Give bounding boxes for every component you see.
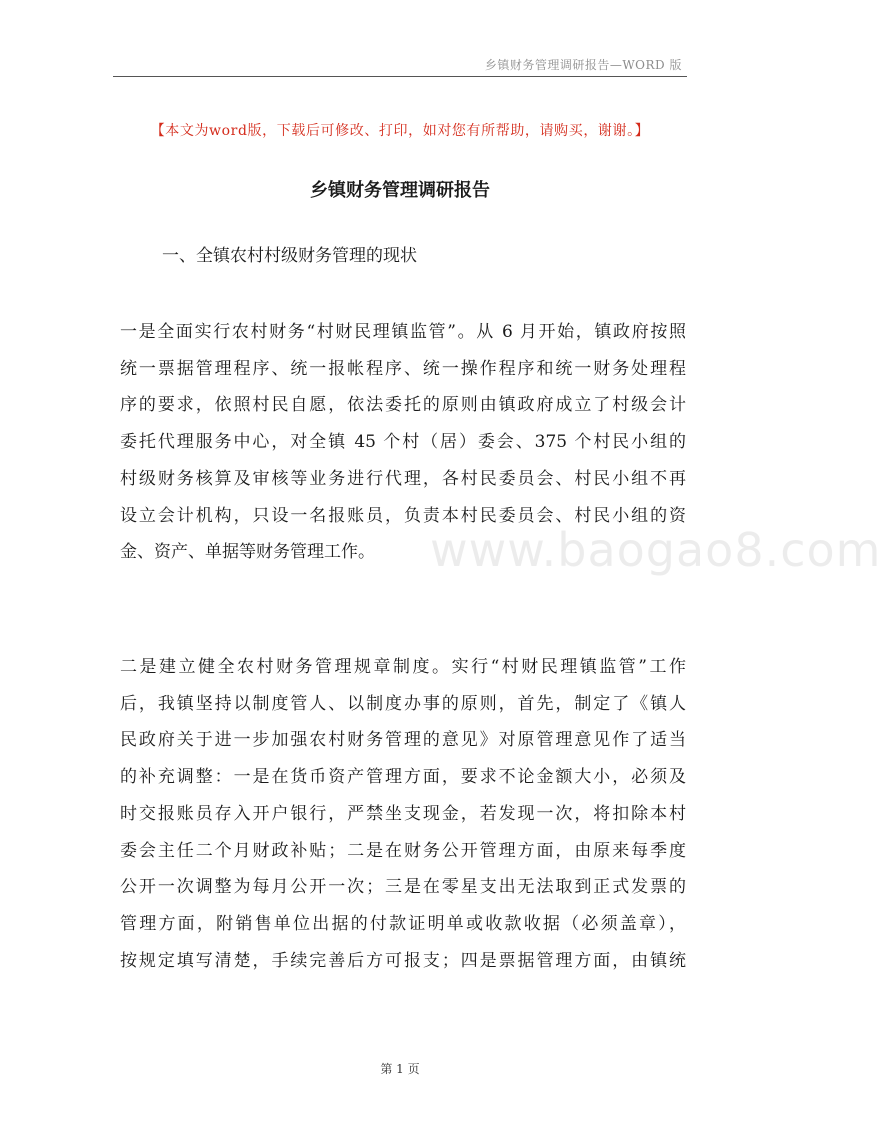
paragraph-line: 后，我镇坚持以制度管人、以制度办事的原则，首先，制定了《镇人 <box>120 693 686 714</box>
paragraph-line: 统一票据管理程序、统一报帐程序、统一操作程序和统一财务处理程 <box>120 358 686 379</box>
paragraph-line: 的补充调整：一是在货币资产管理方面，要求不论金额大小，必须及 <box>120 767 686 788</box>
paragraph-line: 序的要求，依照村民自愿，依法委托的原则由镇政府成立了村级会计 <box>120 395 686 416</box>
header-divider <box>113 76 687 77</box>
paragraph-line: 公开一次调整为每月公开一次；三是在零星支出无法取到正式发票的 <box>120 877 686 898</box>
paragraph-line: 金、资产、单据等财务管理工作。 <box>120 542 375 563</box>
watermark: www.baogao8.com <box>430 523 881 577</box>
paragraph-line: 委托代理服务中心，对全镇 45 个村（居）委会、375 个村民小组的 <box>120 432 686 453</box>
paragraph-2 <box>120 649 686 979</box>
paragraph-line: 村级财务核算及审核等业务进行代理，各村民委员会、村民小组不再 <box>120 468 686 489</box>
paragraph-line: 设立会计机构，只设一名报账员，负责本村民委员会、村民小组的资 <box>120 505 686 526</box>
section-heading: 一、全镇农村村级财务管理的现状 <box>162 246 417 266</box>
paragraph-1 <box>120 314 686 571</box>
paragraph-line: 管理方面，附销售单位出据的付款证明单或收款收据（必须盖章）， <box>120 913 686 934</box>
running-header: 乡镇财务管理调研报告—WORD 版 <box>484 58 682 72</box>
purchase-notice: 【本文为word版，下载后可修改、打印，如对您有所帮助，请购买，谢谢。】 <box>150 123 650 139</box>
paragraph-line: 委会主任二个月财政补贴；二是在财务公开管理方面，由原来每季度 <box>120 840 686 861</box>
paragraph-line: 二是建立健全农村财务管理规章制度。实行“村财民理镇监管”工作 <box>120 657 686 677</box>
page-number: 第 1 页 <box>380 1062 420 1076</box>
document-title: 乡镇财务管理调研报告 <box>310 180 490 201</box>
paragraph-line: 一是全面实行农村财务“村财民理镇监管”。从 6 月开始，镇政府按照 <box>120 322 686 342</box>
paragraph-line: 按规定填写清楚，手续完善后方可报支；四是票据管理方面，由镇统 <box>120 950 686 971</box>
paragraph-line: 时交报账员存入开户银行，严禁坐支现金，若发现一次，将扣除本村 <box>120 803 686 824</box>
paragraph-line: 民政府关于进一步加强农村财务管理的意见》对原管理意见作了适当 <box>120 730 686 751</box>
